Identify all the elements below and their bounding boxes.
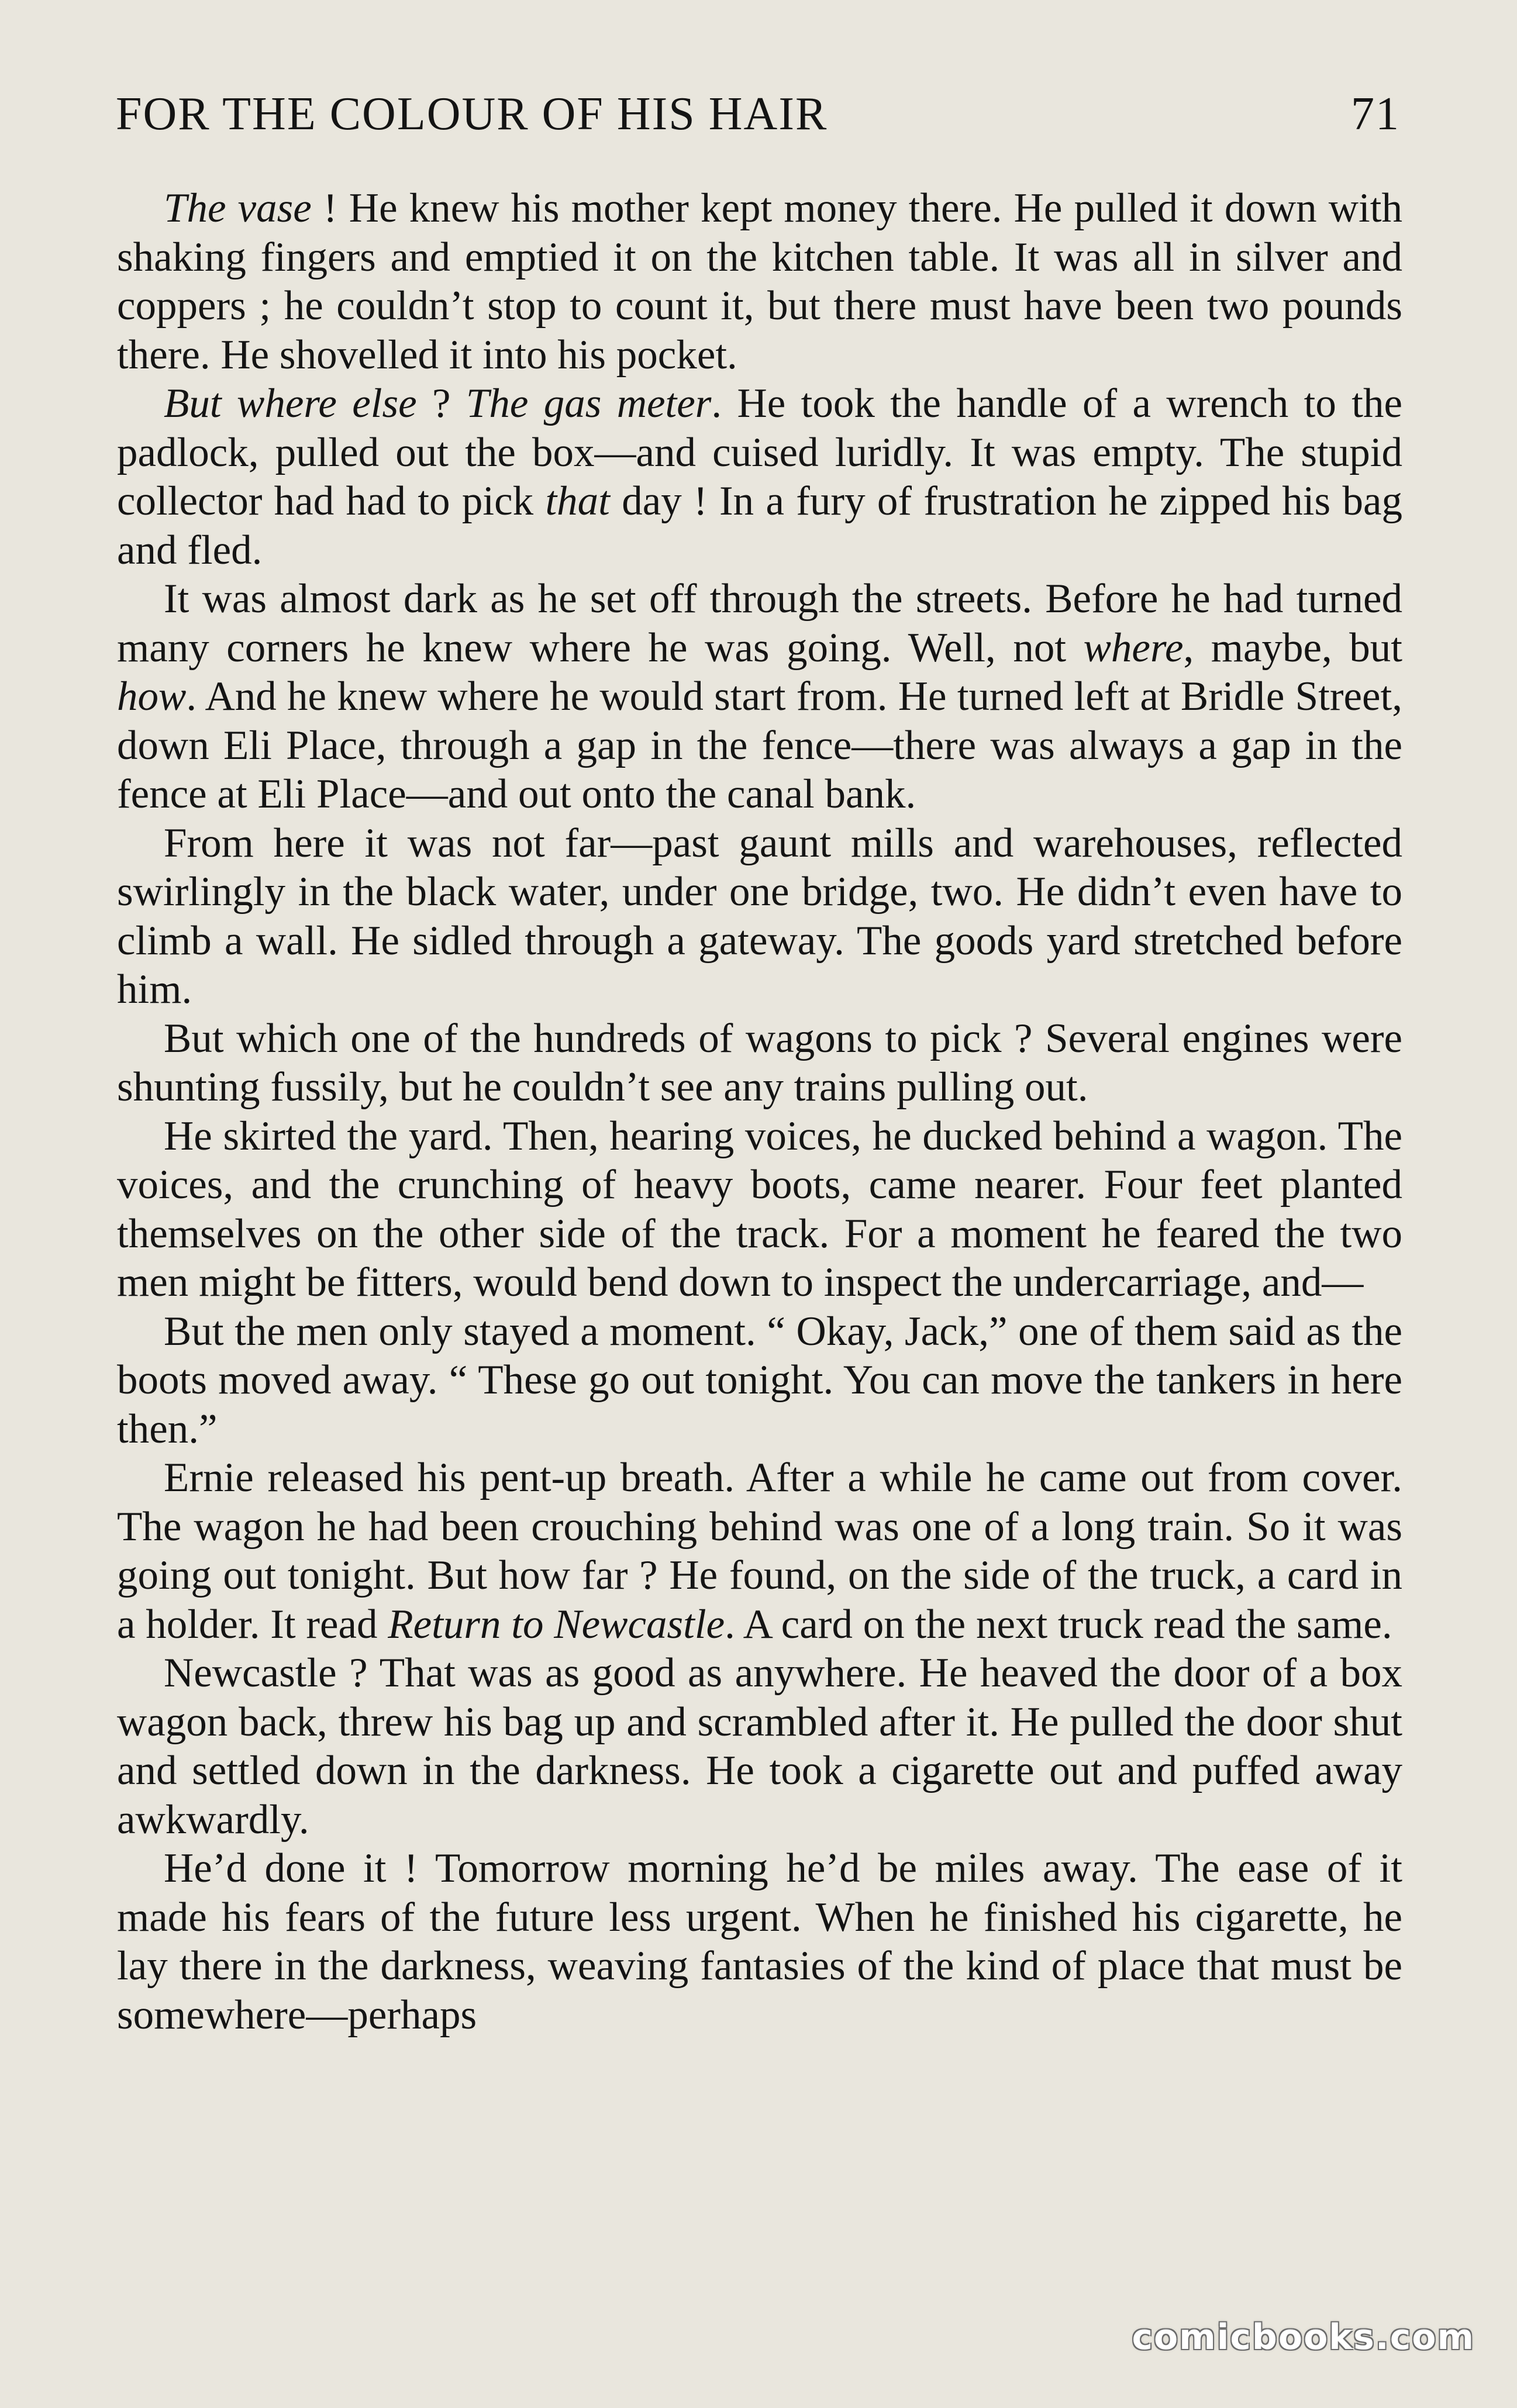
text-run: It was almost dark as he set off through the streets. Before he had turned many corners he knew where he was going. Well, not <box>117 576 1402 671</box>
text-run: He’d done it ! Tomorrow morning he’d be miles away. The ease of it made his fears of the future less urgent. When he finished his cigarette, he lay there in the darkness, weaving fantasies of the kind of place that must be somewhere—perhaps <box>117 1845 1402 2038</box>
italic-text: The gas meter <box>466 381 712 426</box>
paragraph <box>117 1112 1402 1308</box>
text-run: From here it was not far—past gaunt mills and warehouses, reflected swirlingly in the black water, under one bridge, two. He didn’t even have to climb a wall. He sidled through a gateway. The goods yard stretched before him. <box>117 820 1402 1012</box>
text-run: But which one of the hundreds of wagons to pick ? Several engines were shunting fussily, but he couldn’t see any trains pulling out. <box>117 1015 1402 1110</box>
text-run: , maybe, but <box>1183 625 1402 671</box>
paragraph <box>117 1015 1402 1112</box>
text-run: Newcastle ? That was as good as anywhere. He heaved the door of a box wagon back, threw his bag up and scrambled after it. He pulled the door shut and settled down in the darkness. He took a cigarette out and puffed away awkwardly. <box>117 1650 1402 1843</box>
text-run: day ! In a fury of frustration he zipped his bag and fled. <box>117 478 1402 573</box>
running-head <box>116 88 1400 152</box>
paragraph <box>117 1308 1402 1454</box>
text-run: . And he knew where he would start from. He turned left at Bridle Street, down Eli Place, through a gap in the fence—there was always a gap in the fence at Eli Place—and out onto the canal bank. <box>117 674 1402 817</box>
page-number: 71 <box>1351 88 1400 140</box>
paragraph <box>117 1454 1402 1649</box>
italic-text: that <box>545 478 610 524</box>
text-run: ! He knew his mother kept money there. He pulled it down with shaking fingers and emptied it on the kitchen table. It was all in silver and coppers ; he couldn’t stop to count it, but there must have been two pounds there. He shovelled it into his pocket. <box>117 185 1402 378</box>
paragraph <box>117 575 1402 819</box>
chapter-title: FOR THE COLOUR OF HIS HAIR <box>116 88 828 140</box>
italic-text: The vase <box>164 185 312 231</box>
italic-text: how <box>117 674 187 719</box>
paragraph <box>117 819 1402 1015</box>
text-run: He skirted the yard. Then, hearing voices, he ducked behind a wagon. The voices, and the crunching of heavy boots, came nearer. Four feet planted themselves on the other side of the track. For a moment he feared the two men might be fitters, would bend down to inspect the undercarriage, and— <box>117 1113 1402 1305</box>
paragraph <box>117 1844 1402 2040</box>
italic-text: Return to Newcastle <box>388 1601 725 1647</box>
text-run: . A card on the next truck read the same. <box>725 1601 1392 1647</box>
paragraph <box>117 1649 1402 1844</box>
text-run: Ernie released his pent-up breath. After a while he came out from cover. The wagon he had been crouching behind was one of a long train. So it was going out tonight. But how far ? He found, on the side of the truck, a card in a holder. It read <box>117 1455 1402 1647</box>
body-text <box>117 184 1402 2040</box>
italic-text: where <box>1083 625 1184 671</box>
watermark-logo: comicbooks.com <box>1132 2317 1475 2358</box>
text-run: . He took the handle of a wrench to the padlock, pulled out the box—and cuised luridly. It was empty. The stupid collector had had to pick <box>117 381 1402 524</box>
text-run: ? <box>416 381 466 426</box>
text-run: But the men only stayed a moment. “ Okay, Jack,” one of them said as the boots moved away. “ These go out tonight. You can move the tankers in here then.” <box>117 1308 1402 1452</box>
paragraph <box>117 380 1402 575</box>
paragraph <box>117 184 1402 380</box>
italic-text: But where else <box>164 381 417 426</box>
